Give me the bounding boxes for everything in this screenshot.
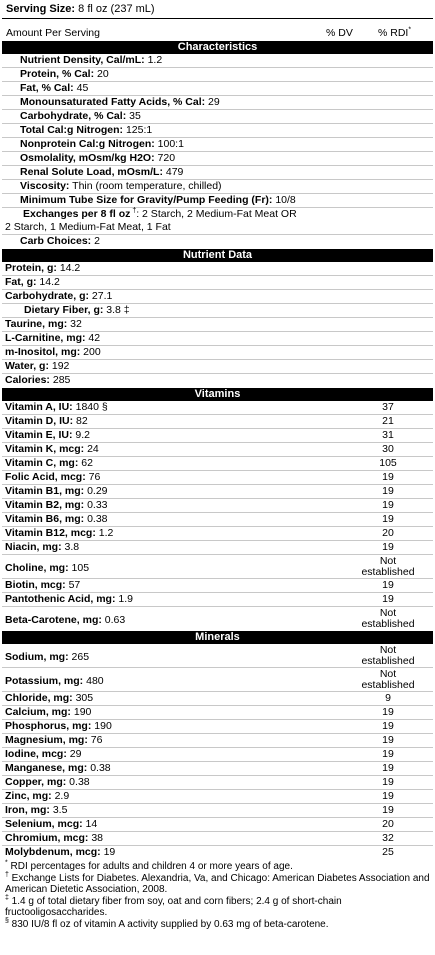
characteristic-label: Osmolality, mOsm/kg H2O: [20, 152, 155, 164]
nutrient-text [2, 360, 433, 373]
vitamin-row [2, 415, 433, 429]
vitamin-row [2, 607, 433, 630]
characteristic-text [2, 152, 433, 165]
mineral-row [2, 692, 433, 706]
mineral-label: Zinc, mg: [5, 790, 52, 802]
characteristic-text [2, 110, 433, 123]
vitamin-label: Vitamin B1, mg: [5, 485, 85, 497]
characteristic-label: Nonprotein Cal:g Nitrogen: [20, 138, 155, 150]
mineral-rdi: 19 [382, 762, 394, 774]
nutrient-value: 285 [49, 374, 71, 386]
nutrient-label: Fat, g: [5, 276, 37, 288]
footnote [5, 861, 433, 872]
mineral-label: Chloride, mg: [5, 692, 73, 704]
nutrient-label: Dietary Fiber, g: [24, 304, 104, 316]
mineral-value: 14 [82, 818, 98, 830]
mineral-text [2, 675, 343, 691]
footnote-text: 1.4 g of total dietary fiber from soy, oat and corn fibers; 2.4 g of short-chain fructooligosaccharides. [5, 896, 342, 918]
footnotes [2, 861, 433, 930]
footnote-text: 830 IU/8 fl oz of vitamin A activity supplied by 0.63 mg of beta-carotene. [8, 919, 329, 930]
exchanges-value: : 2 Starch, 2 Medium-Fat Meat OR [136, 208, 297, 220]
characteristic-value: 479 [162, 166, 184, 178]
vitamin-text [2, 429, 343, 442]
vitamin-rdi: 105 [379, 457, 397, 469]
mineral-value: 3.5 [49, 804, 68, 816]
mineral-rdi: 32 [382, 832, 394, 844]
exchanges-text [2, 208, 433, 234]
mineral-row [2, 644, 433, 668]
vitamin-text [2, 457, 343, 470]
vitamin-value: 1840 [72, 401, 99, 413]
mineral-label: Sodium, mg: [5, 651, 69, 663]
characteristic-value: 29 [205, 96, 220, 108]
mineral-row [2, 668, 433, 692]
vitamin-text [2, 471, 343, 484]
rdi-established: established [361, 655, 415, 667]
mineral-value: 29 [66, 748, 82, 760]
characteristic-text [2, 124, 433, 137]
nutrient-row [2, 360, 433, 374]
rdi-not: Not [379, 644, 397, 656]
vitamin-row [2, 429, 433, 443]
characteristics-list [2, 54, 433, 248]
footnote-mark: * [5, 859, 8, 867]
vitamin-value: 105 [68, 562, 90, 574]
vitamin-rdi: 21 [382, 415, 394, 427]
vitamin-row [2, 579, 433, 593]
rdi-established: established [361, 566, 415, 578]
footnote-mark: § [98, 401, 108, 413]
mineral-text [2, 804, 343, 817]
nutrient-value: 42 [85, 332, 101, 344]
mineral-rdi: 9 [385, 692, 391, 704]
rdi-not: Not [379, 555, 397, 567]
mineral-value: 305 [72, 692, 94, 704]
vitamin-row [2, 471, 433, 485]
vitamin-text [2, 415, 343, 428]
vitamin-text [2, 401, 343, 414]
vitamin-rdi: 20 [382, 527, 394, 539]
mineral-label: Chromium, mcg: [5, 832, 89, 844]
characteristic-row [2, 96, 433, 110]
mineral-row [2, 832, 433, 846]
vitamin-label: Vitamin E, IU: [5, 429, 73, 441]
characteristic-text [2, 194, 433, 207]
mineral-rdi [343, 669, 433, 691]
footnote [5, 919, 433, 930]
mineral-row [2, 748, 433, 762]
nutrient-text [2, 374, 433, 387]
mineral-rdi: 20 [382, 818, 394, 830]
rdi-established: established [361, 618, 415, 630]
characteristic-label: Carbohydrate, % Cal: [20, 110, 127, 122]
mineral-rdi: 19 [382, 804, 394, 816]
rdi-established: established [361, 679, 415, 691]
exchanges-mark: † [130, 207, 137, 215]
mineral-label: Calcium, mg: [5, 706, 71, 718]
nutrient-value: 27.1 [89, 290, 113, 302]
mineral-label: Magnesium, mg: [5, 734, 88, 746]
vitamin-text [2, 562, 343, 578]
vitamin-rdi: 37 [382, 401, 394, 413]
characteristic-label: Monounsaturated Fatty Acids, % Cal: [20, 96, 206, 108]
vitamins-list [2, 401, 433, 630]
nutrient-data-list [2, 262, 433, 387]
mineral-row [2, 818, 433, 832]
vitamin-label: Biotin, mcg: [5, 579, 66, 591]
footnote-mark: ‡ [5, 894, 9, 902]
mineral-value: 2.9 [51, 790, 70, 802]
mineral-row [2, 706, 433, 720]
section-header-vitamins: Vitamins [2, 388, 433, 401]
characteristic-row [2, 68, 433, 82]
nutrient-row [2, 262, 433, 276]
vitamin-text [2, 443, 343, 456]
exchanges-line-2: 2 Starch, 1 Medium-Fat Meat, 1 Fat [5, 221, 171, 233]
mineral-label: Iodine, mcg: [5, 748, 67, 760]
characteristic-row [2, 124, 433, 138]
mineral-row [2, 804, 433, 818]
rdi-not: Not [379, 668, 397, 680]
exchanges-label: Exchanges per 8 fl oz [23, 208, 131, 220]
vitamin-rdi: 19 [382, 541, 394, 553]
nutrient-row [2, 332, 433, 346]
characteristic-text [2, 96, 433, 109]
characteristic-row [2, 138, 433, 152]
characteristic-value: 100:1 [154, 138, 184, 150]
nutrient-label: Water, g: [5, 360, 49, 372]
characteristic-value: Thin (room temperature, chilled) [69, 180, 222, 192]
section-header-minerals: Minerals [2, 631, 433, 644]
amount-per-serving-label: Amount Per Serving [6, 27, 100, 39]
vitamin-row [2, 457, 433, 471]
vitamin-rdi: 19 [382, 579, 394, 591]
vitamin-value: 57 [65, 579, 81, 591]
nutrient-text [2, 304, 433, 317]
vitamin-rdi: 30 [382, 443, 394, 455]
mineral-text [2, 734, 343, 747]
characteristic-row [2, 180, 433, 194]
characteristic-label: Nutrient Density, Cal/mL: [20, 54, 145, 66]
vitamin-row [2, 593, 433, 607]
mineral-value: 19 [100, 846, 116, 858]
characteristic-label: Viscosity: [20, 180, 70, 192]
nutrient-value: 192 [48, 360, 70, 372]
vitamin-rdi [343, 608, 433, 630]
footnote [5, 896, 433, 918]
mineral-row [2, 790, 433, 804]
mineral-value: 265 [68, 651, 90, 663]
vitamin-text [2, 579, 343, 592]
vitamin-value: 62 [78, 457, 93, 469]
dv-column-label: % DV [326, 27, 353, 39]
nutrient-row [2, 374, 433, 387]
characteristic-label: Protein, % Cal: [20, 68, 95, 80]
characteristic-value: 20 [94, 68, 109, 80]
characteristic-label: Renal Solute Load, mOsm/L: [20, 166, 163, 178]
mineral-rdi: 19 [382, 734, 394, 746]
characteristic-row [2, 152, 433, 166]
mineral-rdi: 19 [382, 706, 394, 718]
mineral-label: Phosphorus, mg: [5, 720, 92, 732]
vitamin-label: Vitamin B6, mg: [5, 513, 85, 525]
characteristic-text [2, 180, 433, 193]
nutrient-label: Taurine, mg: [5, 318, 68, 330]
mineral-row [2, 734, 433, 748]
characteristic-value: 45 [73, 82, 89, 94]
vitamin-text [2, 541, 343, 554]
characteristic-row [2, 110, 433, 124]
nutrient-label: Calories: [5, 374, 50, 386]
characteristic-label: Total Cal:g Nitrogen: [20, 124, 124, 136]
mineral-text [2, 776, 343, 789]
vitamin-label: Vitamin D, IU: [5, 415, 74, 427]
rdi-not: Not [379, 607, 397, 619]
nutrient-row [2, 276, 433, 290]
mineral-rdi [343, 645, 433, 667]
characteristic-text [2, 68, 433, 81]
mineral-text [2, 748, 343, 761]
footnote-mark: ‡ [120, 304, 130, 316]
mineral-label: Manganese, mg: [5, 762, 88, 774]
vitamin-value: 0.38 [84, 513, 108, 525]
characteristic-label: Fat, % Cal: [20, 82, 74, 94]
characteristic-text [2, 138, 433, 151]
nutrient-value: 14.2 [36, 276, 60, 288]
mineral-value: 0.38 [87, 762, 111, 774]
mineral-text [2, 706, 343, 719]
mineral-label: Molybdenum, mcg: [5, 846, 101, 858]
mineral-value: 190 [70, 706, 92, 718]
vitamin-text [2, 614, 343, 630]
vitamin-label: Choline, mg: [5, 562, 69, 574]
nutrient-row [2, 318, 433, 332]
column-header-row [2, 18, 433, 40]
carb-choices-value: 2 [91, 235, 100, 247]
vitamin-text [2, 527, 343, 540]
vitamin-label: Pantothenic Acid, mg: [5, 593, 116, 605]
nutrient-label: m-Inositol, mg: [5, 346, 81, 358]
mineral-value: 76 [87, 734, 103, 746]
characteristic-value: 1.2 [144, 54, 163, 66]
nutrient-value: 32 [67, 318, 82, 330]
mineral-label: Selenium, mcg: [5, 818, 83, 830]
vitamin-value: 3.8 [61, 541, 80, 553]
characteristic-value: 720 [154, 152, 176, 164]
vitamin-row [2, 401, 433, 415]
mineral-row [2, 846, 433, 859]
nutrient-label: Carbohydrate, g: [5, 290, 90, 302]
footnote-mark: † [5, 871, 9, 879]
vitamin-label: Niacin, mg: [5, 541, 62, 553]
vitamin-rdi: 19 [382, 513, 394, 525]
exchanges-line-1 [5, 208, 433, 221]
vitamin-row [2, 541, 433, 555]
nutrient-row [2, 346, 433, 360]
mineral-label: Potassium, mg: [5, 675, 84, 687]
characteristic-text [2, 166, 433, 179]
vitamin-row [2, 527, 433, 541]
characteristic-text [2, 82, 433, 95]
characteristic-value: 35 [126, 110, 141, 122]
characteristic-row [2, 166, 433, 180]
vitamin-row [2, 485, 433, 499]
nutrient-text [2, 290, 433, 303]
vitamin-text [2, 499, 343, 512]
vitamin-label: Vitamin C, mg: [5, 457, 79, 469]
carb-choices-row [2, 235, 433, 248]
vitamin-label: Vitamin B12, mcg: [5, 527, 96, 539]
mineral-value: 0.38 [66, 776, 90, 788]
vitamin-label: Vitamin B2, mg: [5, 499, 85, 511]
footnote-text: Exchange Lists for Diabetes. Alexandria, Va, and Chicago: American Diabetes Association and American Dietetic Association, 2008. [5, 873, 430, 895]
exchanges-row [2, 208, 433, 235]
mineral-text [2, 720, 343, 733]
vitamin-row [2, 499, 433, 513]
nutrient-text [2, 346, 433, 359]
footnote-mark: § [5, 917, 9, 925]
vitamin-row [2, 555, 433, 579]
vitamin-value: 76 [85, 471, 101, 483]
characteristic-row [2, 54, 433, 68]
mineral-value: 190 [91, 720, 112, 732]
characteristic-value: 125:1 [123, 124, 153, 136]
footnote-text: RDI percentages for adults and children 4 or more years of age. [7, 861, 293, 872]
mineral-text [2, 692, 343, 705]
mineral-text [2, 846, 343, 859]
carb-choices-text [2, 235, 433, 248]
mineral-row [2, 720, 433, 734]
mineral-text [2, 790, 343, 803]
vitamin-label: Vitamin K, mcg: [5, 443, 85, 455]
vitamin-value: 0.63 [101, 614, 126, 626]
footnote [5, 873, 433, 895]
mineral-text [2, 818, 343, 831]
characteristic-value: 10/8 [272, 194, 296, 206]
rdi-column-label: % RDI* [378, 26, 412, 39]
mineral-rdi: 19 [382, 790, 394, 802]
characteristic-row [2, 82, 433, 96]
mineral-text [2, 651, 343, 667]
mineral-text [2, 762, 343, 775]
mineral-label: Iron, mg: [5, 804, 50, 816]
vitamin-rdi [343, 556, 433, 578]
nutrient-label: Protein, g: [5, 262, 57, 274]
minerals-list [2, 644, 433, 859]
nutrient-row [2, 304, 433, 318]
mineral-rdi: 25 [382, 846, 394, 858]
vitamin-rdi: 19 [382, 471, 394, 483]
vitamin-label: Vitamin A, IU: [5, 401, 73, 413]
vitamin-value: 0.33 [84, 499, 108, 511]
characteristic-row [2, 194, 433, 208]
vitamin-row [2, 443, 433, 457]
vitamin-row [2, 513, 433, 527]
section-header-characteristics: Characteristics [2, 41, 433, 54]
nutrient-label: L-Carnitine, mg: [5, 332, 86, 344]
vitamin-value: 1.9 [115, 593, 133, 605]
vitamin-value: 9.2 [72, 429, 91, 441]
characteristic-label: Minimum Tube Size for Gravity/Pump Feeding (Fr): [20, 194, 273, 206]
section-header-nutrient-data: Nutrient Data [2, 249, 433, 262]
vitamin-value: 82 [73, 415, 88, 427]
serving-size-value: 8 fl oz (237 mL) [78, 3, 155, 15]
nutrient-text [2, 262, 433, 275]
vitamin-value: 0.29 [84, 485, 108, 497]
vitamin-rdi: 19 [382, 593, 394, 605]
mineral-text [2, 832, 343, 845]
mineral-rdi: 19 [382, 748, 394, 760]
vitamin-text [2, 485, 343, 498]
vitamin-label: Folic Acid, mcg: [5, 471, 86, 483]
mineral-rdi: 19 [382, 776, 394, 788]
mineral-row [2, 762, 433, 776]
serving-size-label: Serving Size: [6, 3, 76, 15]
vitamin-text [2, 593, 343, 606]
vitamin-value: 1.2 [95, 527, 114, 539]
nutrient-text [2, 276, 433, 289]
mineral-label: Copper, mg: [5, 776, 67, 788]
vitamin-text [2, 513, 343, 526]
nutrient-text [2, 332, 433, 345]
characteristic-text [2, 54, 433, 67]
nutrient-value: 14.2 [56, 262, 81, 274]
mineral-rdi: 19 [382, 720, 394, 732]
nutrient-value: 3.8 [103, 304, 121, 316]
vitamin-rdi: 31 [382, 429, 394, 441]
vitamin-rdi: 19 [382, 485, 394, 497]
carb-choices-label: Carb Choices: [20, 235, 92, 247]
mineral-value: 480 [83, 675, 104, 687]
vitamin-value: 24 [84, 443, 99, 455]
mineral-value: 38 [88, 832, 104, 844]
mineral-row [2, 776, 433, 790]
nutrient-row [2, 290, 433, 304]
serving-size [2, 2, 433, 18]
vitamin-rdi: 19 [382, 499, 394, 511]
nutrient-text [2, 318, 433, 331]
nutrient-value: 200 [80, 346, 101, 358]
vitamin-label: Beta-Carotene, mg: [5, 614, 102, 626]
